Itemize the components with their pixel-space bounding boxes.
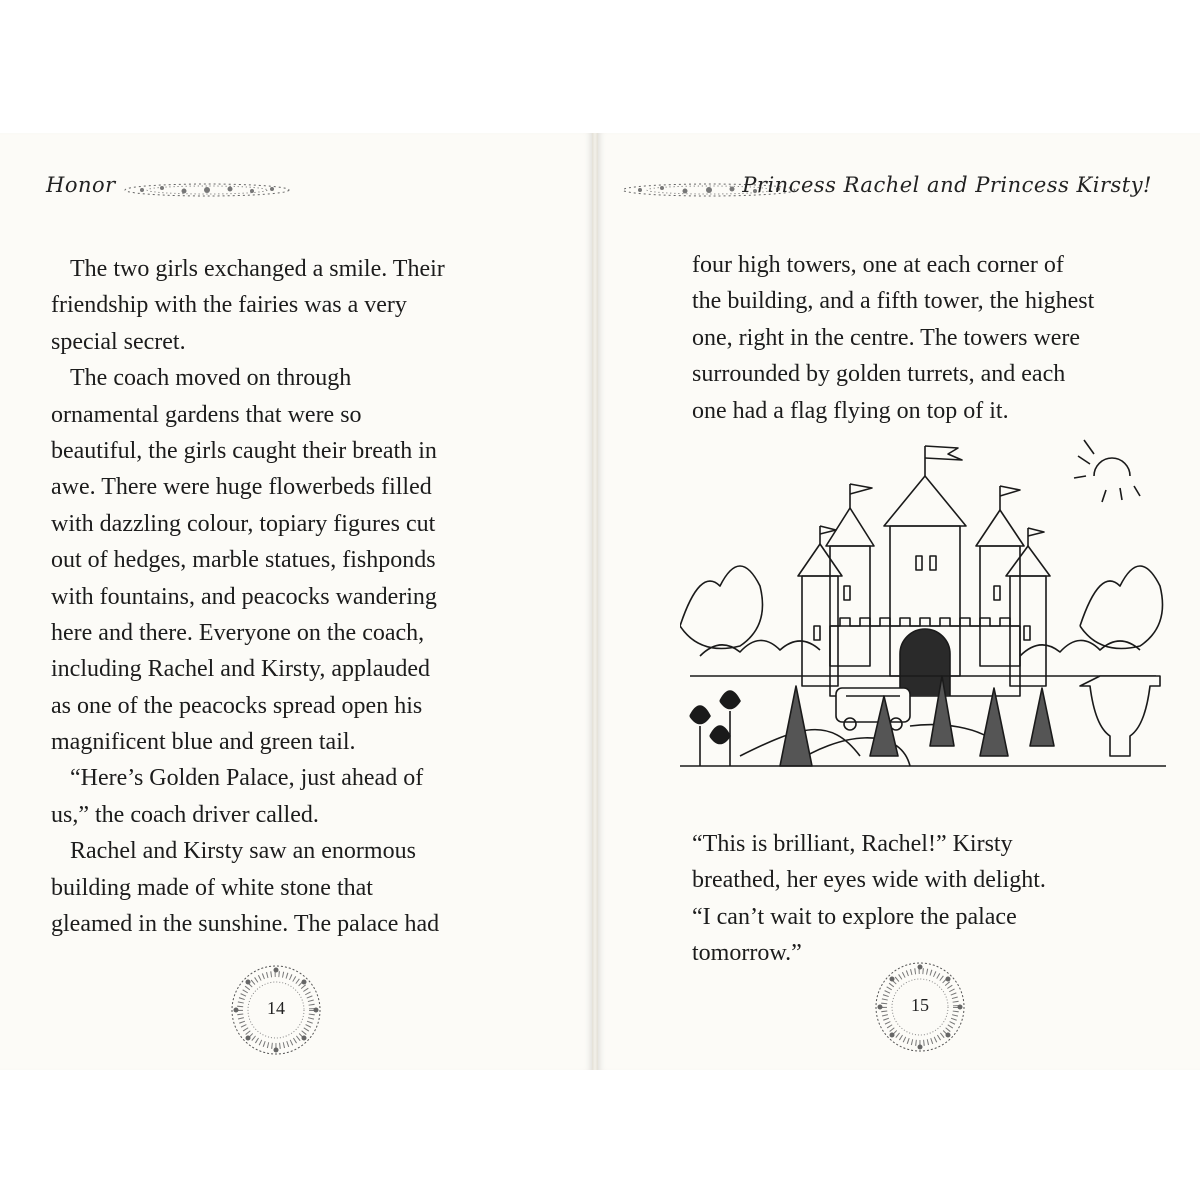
- right-page-body-bottom: [692, 826, 1182, 972]
- text-line: here and there. Everyone on the coach,: [51, 619, 425, 646]
- text-line: “This is brilliant, Rachel!” Kirsty: [692, 831, 1013, 857]
- text-line: beautiful, the girls caught their breath in: [51, 437, 437, 464]
- page-number-wreath: [226, 960, 326, 1060]
- text-line: including Rachel and Kirsty, applauded: [51, 656, 431, 683]
- running-head-left: Honor: [46, 173, 116, 197]
- text-line: as one of the peacocks spread open his: [51, 692, 423, 719]
- text-line: one, right in the centre. The towers were: [692, 324, 1081, 351]
- text-line: ornamental gardens that were so: [51, 401, 362, 428]
- text-line: surrounded by golden turrets, and each: [692, 361, 1066, 388]
- text-line: the building, and a fifth tower, the highest: [692, 288, 1095, 315]
- text-line: us,” the coach driver called.: [51, 801, 319, 828]
- left-page: [0, 133, 592, 1070]
- flourish-ornament-icon: [122, 181, 292, 199]
- right-page-body-top: [692, 247, 1182, 429]
- text-line: four high towers, one at each corner of: [692, 252, 1064, 278]
- text-line: magnificent blue and green tail.: [51, 729, 356, 756]
- text-line: one had a flag flying on top of it.: [692, 397, 1009, 424]
- right-page: [598, 133, 1200, 1070]
- text-line: The coach moved on through: [70, 365, 352, 392]
- left-page-body: [51, 251, 581, 942]
- text-line: Rachel and Kirsty saw an enormous: [70, 838, 416, 865]
- text-line: building made of white stone that: [51, 874, 373, 901]
- page-number: 14: [267, 998, 285, 1018]
- text-line: with fountains, and peacocks wandering: [51, 583, 437, 610]
- text-line: awe. There were huge flowerbeds filled: [51, 474, 432, 501]
- text-line: “I can’t wait to explore the palace: [692, 903, 1017, 930]
- text-line: out of hedges, marble statues, fishponds: [51, 547, 436, 574]
- text-line: tomorrow.”: [692, 940, 802, 967]
- page-number: 15: [911, 995, 929, 1015]
- palace-illustration: [680, 426, 1166, 770]
- page-number-wreath: [870, 957, 970, 1057]
- text-line: with dazzling colour, topiary figures cut: [51, 510, 436, 537]
- text-line: breathed, her eyes wide with delight.: [692, 867, 1046, 894]
- text-line: friendship with the fairies was a very: [51, 292, 407, 319]
- running-head-right: Princess Rachel and Princess Kirsty!: [742, 173, 1152, 197]
- sun-icon: [1094, 458, 1130, 476]
- text-line: “Here’s Golden Palace, just ahead of: [70, 765, 424, 792]
- book-spread: [0, 133, 1200, 1070]
- text-line: The two girls exchanged a smile. Their: [70, 256, 445, 282]
- text-line: gleamed in the sunshine. The palace had: [51, 911, 440, 938]
- text-line: special secret.: [51, 328, 186, 355]
